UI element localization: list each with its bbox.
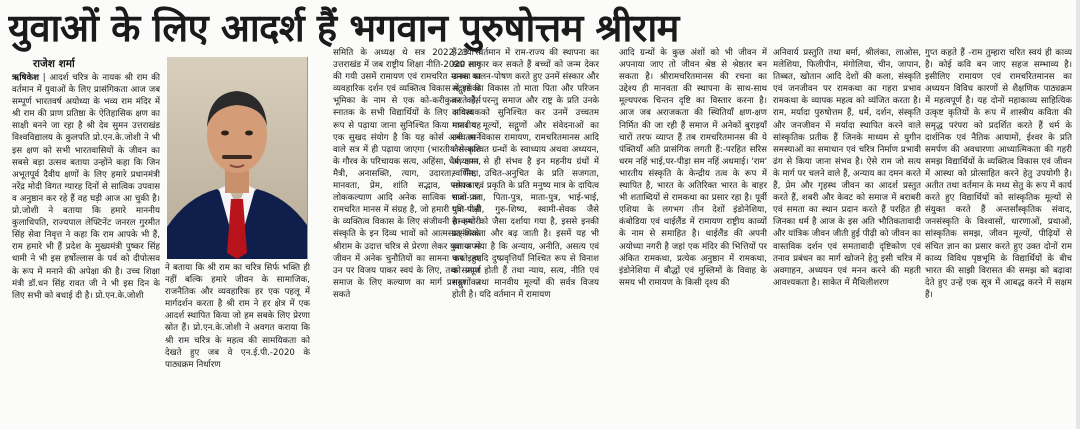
column-text: समिति के अध्यक्ष थे सत्र 2022-23 से उत्तराखंड में जब राष्ट्रीय शिक्षा नीति-2020 लागू की गयी उसमें रामायण एवं रामचरित मानस का व्यवहारिक दर्शन एवं व्यक्तित्व विकास में इसकी भूमिका के नाम से एक को-करीकुलर कोर्स स्नातक के सभी विद्यार्थियों के लिए आवश्यक रूप से पढ़ाया जाना सुनिश्चित किया गया। यह एक सुखद संयोग है कि यह कोर्स अभी आने वाले सत्र में ही पढ़ाया जाएगा (भारतीय संस्कृति के गौरव के परिचायक सत्य, अहिंसा, धैर्य, क्षमा, मैत्री, अनासक्ति, त्याग, उदारता, निष्ठा, मानवता, प्रेम, शांति सद्भाव, परोपकार, लोककल्याण आदि अनेक सात्विक भावों का रामचरित मानस में संग्रह है, जो हमारी युवा पीढ़ी के व्यक्तित्व विकास के लिए संजीवनी है। हमारी संस्कृति के इन दिव्य भावों को आत्मसात् करके श्रीराम के उदात्त चरित्र से प्रेरणा लेकर युवा अपने जीवन में अनेक चुनौतियों का सामना करते हुए उन पर विजय पाकर स्वयं के लिए, तथा सम्पूर्ण समाज के लिए कल्याण का मार्ग प्रशस्त कर सकते [333,48,481,300]
article-column-4 [619,47,767,427]
column-text: | आदर्श चरित्र के नायक श्री राम की वर्तमान में युवाओं के लिए प्रासंगिकता आज जब सम्पूर्ण भारतवर्ष अयोध्या के भव्य राम मंदिर में श्री राम की प्राण प्रतिष्ठा के ऐतिहासिक क्षण का साक्षी बनने जा रहा है श्री देव सुमन उत्तराखंड विश्वविद्यालय के कुलपति प्रो.एन.के.जोशी ने भी इस क्षण को सभी भारतवासियों के जीवन का सबसे बड़ा उत्सव बताया उन्होंने कहा कि जिन अभूतपूर्व दैवीय क्षणों के लिए हमारे प्रधानमंत्री नरेंद्र मोदी विगत ग्यारह दिनों से सात्विक उपवास व अनुष्ठान कर रहे हैं वह घड़ी आज आ चुकी है। प्रो.जोशी ने बताया कि हमारे माननीय कुलाधिपति, राज्यपाल लेफ्टिनेंट जनरल गुरमीत सिंह सेवा निवृत्त ने कहा कि राम आपके भी हैं, राम हमारे भी हैं प्रदेश के मुख्यमंत्री पुष्कर सिंह धामी ने भी इस हर्षोल्लास के पर्व को दीपोत्सव के रूप में मनाने की अपेक्षा की है। उच्च शिक्षा मंत्री डॉ.धन सिंह रावत जी ने भी इस दिन के लिए सभी को बधाई दी है। प्रो.एन.के.जोशी [12,73,160,301]
photo-adjacent-text: ने बताया कि श्री राम का चरित्र सिर्फ भक्ति ही नहीं बल्कि हमारे जीवन के सामाजिक, राजनैतिक और व्यवहारिक हर एक पहलू में मार्गदर्शन करता है श्री राम ने हर क्षेत्र में एक आदर्श स्थापित किया जो हम सबके लिए प्रेरणा स्रोत हैं। प्रो.एन.के.जोशी ने अवगत कराया कि श्री राम चरित्र के महत्व की सामयिकता को देखते हुए जब वे एन.ई.पी.-2020 के पाठ्यक्रम निर्धारण [165,263,310,370]
article-column-6 [925,47,1072,427]
article-column-5 [773,47,921,427]
portrait-image [167,57,307,259]
headline: युवाओं के लिए आदर्श हैं भगवान पुरुषोत्तम श्रीराम [8,6,679,50]
column-text: आदि ग्रन्थों के कुछ अंशों को भी जीवन में अपनाया जाए तो जीवन श्रेष्ठ से श्रेष्ठतर बन सकता है। श्रीरामचरितमानस की रचना का उद्देश्य ही मानवता की स्थापना के साथ-साथ मूल्यपरक चिन्तन दृष्टि का विस्तार करना है। आज जब अराजकता की स्थितियाँ क्षण-क्षण निर्मित की जा रही हैं समाज में अनेकों बुराइयाँ चारों तरफ व्याप्त हैं तब रामचरितमानस की ये पंक्तियाँ अति प्रासंगिक लगती हैं:-परहित सरिस धरम नहिं भाई,पर-पीड़ा सम नहिं अधमाई। 'राम' भारतीय संस्कृति के केन्द्रीय तत्व के रूप में स्थापित है, भारत के अतिरिक्त भारत के बाहर भी शताब्दियों से रामकथा का प्रसार रहा है। पूर्वी एशिया के लगभग तीन देशों इंडोनेशिया, कंबोडिया एवं थाईलैंड में रामायण राष्ट्रीय काव्यों के नाम से समाहित है। थाईलैंड की अपनी अयोध्या नगरी है जहां एक मंदिर की भित्तियों पर अंकित रामकथा, प्रत्येक अनुष्ठान में रामकथा, इंडोनेशिया में बौद्धों एवं मुस्लिमों के विवाह के समय भी रामायण के किसी दृश्य की [619,48,767,288]
author-photo [167,57,308,259]
column-text: गुप्त कहते हैं -राम तुम्हारा चरित स्वयं ही काव्य है। कोई कवि बन जाए सहज सम्भाव्य है। इसीलिए रामायण एवं रामचरितमानस का अध्ययन विविध कारणों से शैक्षणिक पाठ्यक्रम में महत्वपूर्ण है। यह दोनों महाकाव्य साहित्यिक उत्कृष्ट कृतियों के रूप में शास्त्रीय कविता की समृद्ध परंपरा को प्रदर्शित करते हैं धर्म के दार्शनिक एवं नैतिक आयामों, ईश्वर के प्रति समर्पण की अवधारणा आध्यात्मिकता की गहरी समझ विद्यार्थियों के व्यक्तित्व विकास एवं जीवन में आस्था को प्रोत्साहित करने हेतु उपयोगी है। अतीत तथा वर्तमान के मध्य सेतु के रूप में कार्य करते हुए विद्यार्थियों को सांस्कृतिक मूल्यों से संयुक्त करते हैं अन्तर्सांस्कृतिक संवाद, जनसंस्कृति के विश्वासों, धारणाओं, प्रथाओं, सांस्कृतिक समझ, जीवन मूल्यों, पीढ़ियों से संचित ज्ञान का प्रसार करते हुए उक्त दोनों राम काव्य विविध पृष्ठभूमि के विद्यार्थियों के बीच भारत की साझी विरासत की समझ को बढ़ावा देते हुए उन्हें एक सूत्र में आबद्ध करने में सक्षम हैं। [925,48,1072,300]
dateline: ऋषिकेश [12,73,39,83]
page-edge [1076,0,1080,429]
column-text: हैं तथा वर्तमान में राम-राज्य की स्थापना का स्वप्न साकार कर सकते हैं बच्चों को जन्म देकर उनका पालन-पोषण करते हुए उनमें संस्कार और सद्गुणों का विकास तो माता पिता और परिजन करते हैं, परन्तु समाज और राष्ट्र के प्रति उनके दायित्व को सुनिश्चित कर उनमें उच्चतम मानवीय मूल्यों, सद्गुणों और संवेदनाओं का उच्चतम विकास रामायण, रामचरितमानस आदि जैसे शाश्वत ग्रन्थों के स्वाध्याय अथवा अध्ययन, अध्यापन से ही संभव है इन महनीय ग्रंथों में स्वर्णिम, उचित-अनुचित के प्रति सजगता, समाज एवं प्रकृति के प्रति मनुष्य मात्र के दायित्व राजा-प्रजा, पिता-पुत्र, माता-पुत्र, भाई-भाई, पति-पत्नी, गुरु-शिष्य, स्वामी-सेवक जैसे सम्बन्धों को जैसा दर्शाया गया है, इससे इनकी प्रासंगिकता और बढ़ जाती है। इसमें यह भी बताया गया है कि अन्याय, अनीति, असत्य एवं पाप इत्यादि दुष्प्रवृत्तियाँ निश्चित रूप से विनाश को प्राप्त होती हैं तथा न्याय, सत्य, नीति एवं सद्गुणों तथा मानवीय मूल्यों की सर्वत्र विजय होती है। यदि वर्तमान में रामायण [452,48,599,300]
article-column-3 [452,47,599,427]
column-text: अनिवार्य प्रस्तुति तथा बर्मा, श्रीलंका, लाओस, मलेशिया, फिलीपीन, मंगोलिया, चीन, जापान, तिब्बत, खोतान आदि देशों की कला, संस्कृति एवं जनजीवन पर रामकथा का गहरा प्रभाव रामकथा के व्यापक महत्व को व्यंजित करता है। राम, मर्यादा पुरुषोत्तम हैं, धर्म, दर्शन, संस्कृति और जनजीवन में मर्यादा स्थापित करने वाले सांस्कृतिक प्रतीक हैं जिनके माध्यम से युगीन समस्याओं का समाधान एवं चरित्र निर्माण प्रभावी ढंग से किया जाना संभव है। ऐसे राम जो सत्य के मार्ग पर चलने वाले हैं, अन्याय का दमन करते हैं, प्रेम और गृहस्थ जीवन का आदर्श प्रस्तुत करते हैं, शबरी और केवट को समाज में बराबरी एवं समता का स्थान प्रदान करते हैं परहित ही जिनका धर्म है आज के इस अति भौतिकतावादी और यांत्रिक जीवन जीती हुई पीढ़ी को जीवन का वास्तविक दर्शन एवं समतावादी दृष्टिकोण एवं तनाव प्रबंधन का मार्ग खोजने हेतु इसी चरित्र में अवगाहन, अध्ययन एवं मनन करने की महती आवश्यकता है। साकेत में मैथिलीशरण [773,48,921,288]
byline: राजेश शर्मा [33,58,75,70]
article-column-1 [12,72,160,427]
